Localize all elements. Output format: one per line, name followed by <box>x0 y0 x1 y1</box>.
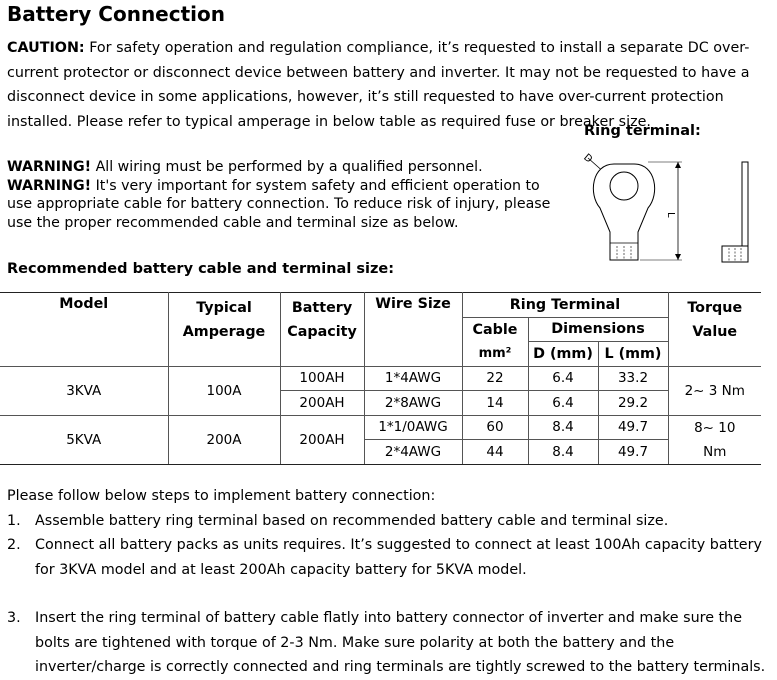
cell-torque: 2~ 3 Nm <box>668 366 761 415</box>
header-cable-unit: mm² <box>462 342 528 367</box>
cell-d: 6.4 <box>528 366 598 391</box>
header-capacity: Capacity <box>287 324 357 340</box>
cell-wire: 1*4AWG <box>364 366 462 391</box>
table-row <box>0 415 761 440</box>
cell-capacity: 200AH <box>280 415 364 464</box>
header-ring-terminal: Ring Terminal <box>462 293 668 318</box>
cell-cable: 14 <box>462 391 528 416</box>
table-title: Recommended battery cable and terminal size: <box>7 261 395 277</box>
cell-l: 49.7 <box>598 440 668 465</box>
cell-amperage: 200A <box>168 415 280 464</box>
step-number: 3. <box>7 610 21 626</box>
cell-cable: 22 <box>462 366 528 391</box>
caution-paragraph <box>7 36 769 134</box>
warning-2 <box>7 177 567 233</box>
step-number: 2. <box>7 537 21 553</box>
header-wire-size: Wire Size <box>364 293 462 367</box>
header-l-mm: L (mm) <box>598 342 668 367</box>
header-cable: Cable <box>462 317 528 342</box>
cell-model: 5KVA <box>0 415 168 464</box>
l-label: L <box>665 212 676 218</box>
ring-terminal-label: Ring terminal: <box>584 123 701 139</box>
header-typical-amperage <box>168 293 280 367</box>
steps-intro: Please follow below steps to implement battery connection: <box>7 488 436 504</box>
cell-capacity: 100AH <box>280 366 364 391</box>
step-number: 1. <box>7 512 21 529</box>
header-value: Value <box>692 324 738 340</box>
cell-cable: 60 <box>462 415 528 440</box>
steps-section <box>7 484 767 680</box>
step-text: Insert the ring terminal of battery cable flatly into battery connector of inverter and make sure the bolts are tightened with torque of 2-3 Nm. Make sure polarity at both the battery and the inverter/charge is correctly connected and ring terminals are tightly screwed to the battery terminals. <box>35 610 766 675</box>
d-label: D <box>581 152 595 166</box>
step-item <box>7 509 767 534</box>
cell-d: 8.4 <box>528 415 598 440</box>
side-view-tab <box>742 162 748 246</box>
cell-l: 33.2 <box>598 366 668 391</box>
cell-d: 8.4 <box>528 440 598 465</box>
header-model: Model <box>0 293 168 367</box>
cell-l: 49.7 <box>598 415 668 440</box>
cell-d: 6.4 <box>528 391 598 416</box>
step-spacer <box>7 582 767 606</box>
cell-wire: 2*8AWG <box>364 391 462 416</box>
warning-text: All wiring must be performed by a qualified personnel. <box>95 159 483 175</box>
warning-1 <box>7 158 567 177</box>
step-item <box>7 606 767 680</box>
cell-wire: 2*4AWG <box>364 440 462 465</box>
header-battery: Battery <box>291 300 353 316</box>
header-d-mm: D (mm) <box>528 342 598 367</box>
warning-label: WARNING! <box>7 177 92 194</box>
ring-terminal-diagram <box>570 148 760 280</box>
page-title: Battery Connection <box>7 2 225 26</box>
cell-torque-2: Nm <box>668 440 761 465</box>
cell-model: 3KVA <box>0 366 168 415</box>
cell-cable: 44 <box>462 440 528 465</box>
caution-text: For safety operation and regulation compliance, it’s requested to install a separate DC over-current protector or disconnect device between battery and inverter. It may not be requested to have a disconnect device in some applications, however, it’s still requested to have over-current protection installed. Please refer to typical amperage in below table as required fuse or breaker size. <box>7 40 750 130</box>
step-text: Assemble battery ring terminal based on recommended battery cable and terminal size. <box>35 512 669 529</box>
warnings-block <box>7 158 567 232</box>
header-amperage: Amperage <box>182 324 266 340</box>
warning-label: WARNING! <box>7 159 92 175</box>
cell-capacity: 200AH <box>280 391 364 416</box>
step-item <box>7 533 767 582</box>
header-torque-value <box>668 293 761 367</box>
cell-amperage: 100A <box>168 366 280 415</box>
ring-hole <box>610 172 638 200</box>
battery-cable-table <box>0 292 761 465</box>
cell-torque-1: 8~ 10 <box>668 415 761 440</box>
table-row <box>0 366 761 391</box>
header-dimensions: Dimensions <box>528 317 668 342</box>
caution-label: CAUTION: <box>7 40 85 56</box>
warning-text: It's very important for system safety and efficient operation to use appropriate cable for battery connection. To reduce risk of injury, please use the proper recommended cable and terminal size as below. <box>7 177 551 231</box>
step-text: Connect all battery packs as units requires. It’s suggested to connect at least 100Ah capacity battery for 3KVA model and at least 200Ah capacity battery for 5KVA model. <box>35 537 762 578</box>
header-torque: Torque <box>687 300 743 316</box>
cell-wire: 1*1/0AWG <box>364 415 462 440</box>
cell-l: 29.2 <box>598 391 668 416</box>
header-typical: Typical <box>196 300 252 316</box>
header-battery-capacity <box>280 293 364 367</box>
